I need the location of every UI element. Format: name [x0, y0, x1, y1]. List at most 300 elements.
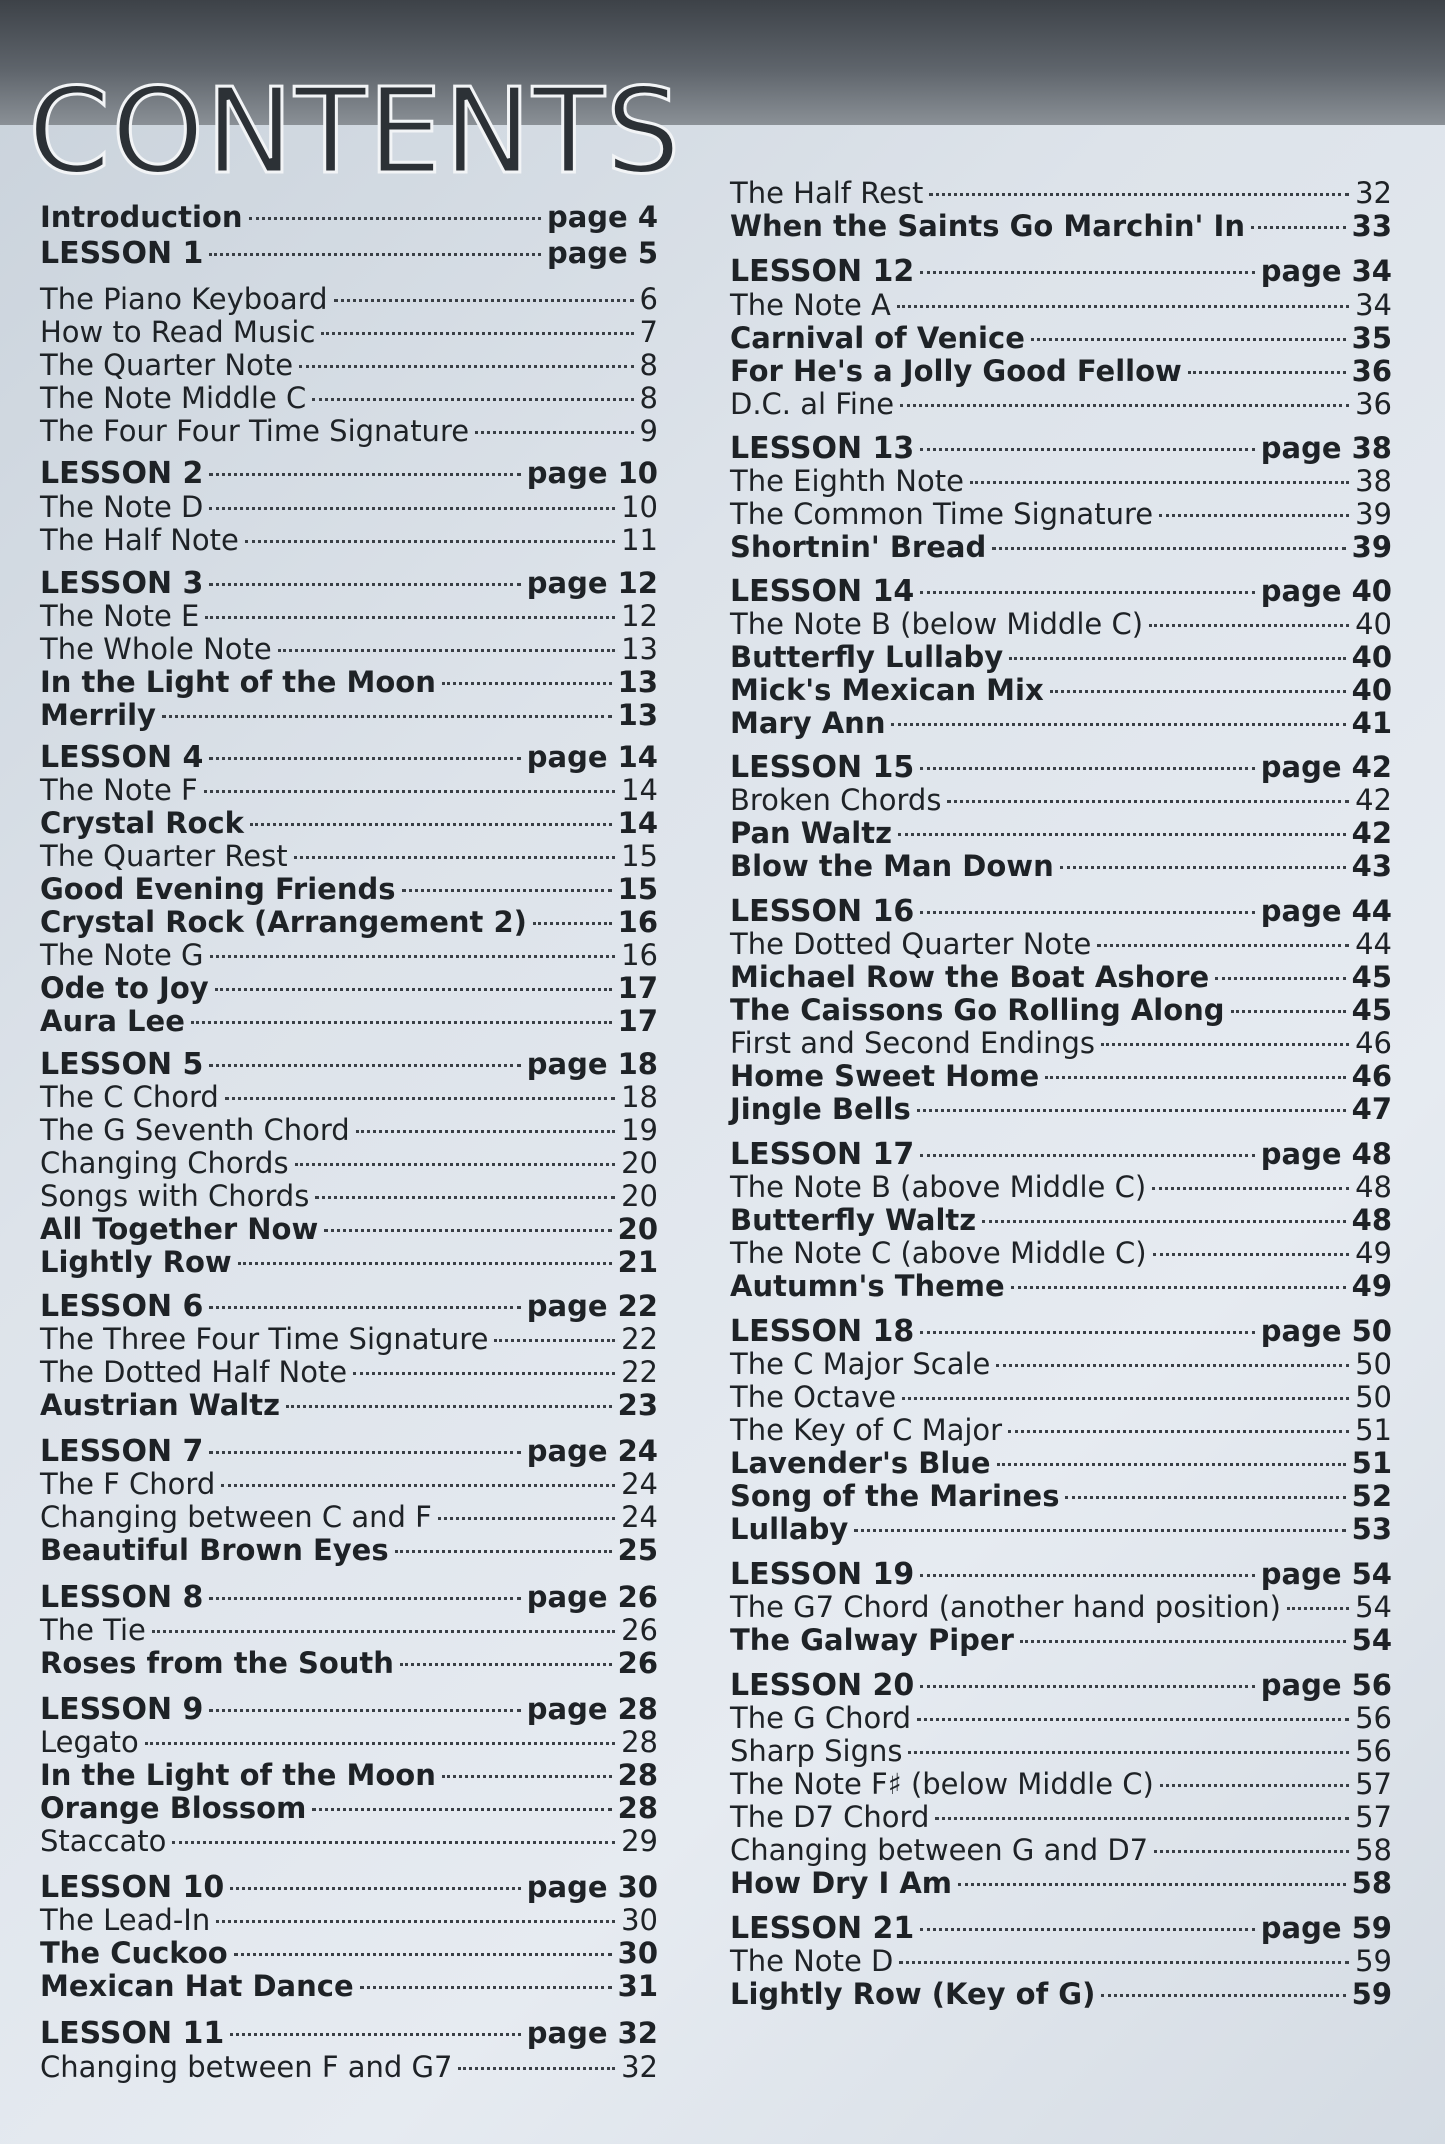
dot-leader — [1160, 1784, 1349, 1787]
entry-title: Sharp Signs — [730, 1734, 903, 1768]
entry-page-number: 18 — [621, 1080, 658, 1114]
lesson-heading — [730, 1314, 1392, 1349]
contents-entry — [40, 1146, 658, 1180]
contents-entry — [730, 354, 1392, 388]
entry-page-number: page 5 — [546, 236, 658, 270]
contents-entry — [40, 938, 658, 972]
entry-page-number: 12 — [621, 599, 658, 633]
entry-page-number: 39 — [1355, 497, 1392, 531]
dot-leader — [1050, 690, 1346, 693]
dot-leader — [209, 507, 615, 510]
dot-leader — [1287, 1607, 1349, 1610]
dot-leader — [442, 1775, 612, 1778]
lesson-heading — [730, 254, 1392, 289]
entry-title: Beautiful Brown Eyes — [40, 1533, 389, 1567]
dot-leader — [442, 682, 612, 685]
entry-page-number: 23 — [617, 1388, 658, 1422]
entry-page-number: 58 — [1351, 1866, 1392, 1900]
entry-title: The G Chord — [730, 1701, 912, 1735]
entry-page-number: 17 — [617, 1004, 658, 1038]
dot-leader — [209, 757, 520, 760]
dot-leader — [1101, 1994, 1345, 1997]
dot-leader — [920, 271, 1255, 274]
contents-entry — [40, 1322, 658, 1356]
entry-title: Broken Chords — [730, 783, 942, 817]
dot-leader — [917, 1109, 1346, 1112]
contents-entry — [730, 849, 1392, 883]
contents-entry — [730, 1269, 1392, 1303]
contents-entry — [730, 1059, 1392, 1093]
entry-title: LESSON 7 — [40, 1434, 204, 1469]
entry-page-number: 22 — [621, 1322, 658, 1356]
contents-entry — [730, 1734, 1392, 1768]
entry-page-number: 21 — [617, 1245, 658, 1279]
dot-leader — [917, 1718, 1349, 1721]
dot-leader — [312, 398, 633, 401]
dot-leader — [230, 1887, 521, 1890]
lesson-heading — [40, 1870, 658, 1905]
entry-title: Good Evening Friends — [40, 872, 396, 906]
entry-page-number: 57 — [1355, 1800, 1392, 1834]
entry-page-number: 7 — [639, 315, 658, 349]
dot-leader — [209, 1306, 520, 1309]
dot-leader — [920, 1331, 1255, 1334]
dot-leader — [920, 911, 1255, 914]
contents-entry — [40, 1758, 658, 1792]
entry-page-number: 32 — [621, 2050, 658, 2084]
dot-leader — [996, 1364, 1349, 1367]
dot-leader — [1231, 1010, 1346, 1013]
contents-entry — [40, 599, 658, 633]
entry-page-number: 6 — [639, 282, 658, 316]
entry-page-number: page 18 — [526, 1047, 658, 1081]
entry-page-number: 20 — [617, 1212, 658, 1246]
dot-leader — [899, 1961, 1349, 1964]
entry-title: LESSON 2 — [40, 456, 204, 491]
lesson-heading — [730, 1668, 1392, 1703]
entry-title: The Common Time Signature — [730, 497, 1154, 531]
entry-page-number: page 40 — [1260, 574, 1392, 608]
dot-leader — [299, 365, 633, 368]
entry-page-number: page 48 — [1260, 1137, 1392, 1171]
contents-entry — [730, 1767, 1392, 1801]
lesson-heading — [40, 1580, 658, 1615]
entry-page-number: 59 — [1355, 1944, 1392, 1978]
dot-leader — [249, 217, 541, 220]
entry-title: How to Read Music — [40, 315, 316, 349]
lesson-heading — [730, 750, 1392, 785]
contents-entry — [730, 706, 1392, 740]
entry-page-number: 11 — [621, 523, 658, 557]
contents-entry — [40, 872, 658, 906]
entry-page-number: 43 — [1351, 849, 1392, 883]
contents-entry — [40, 905, 658, 939]
entry-title: D.C. al Fine — [730, 387, 895, 421]
entry-page-number: 17 — [617, 971, 658, 1005]
entry-page-number: 32 — [1355, 176, 1392, 210]
dot-leader — [238, 1262, 612, 1265]
entry-page-number: 50 — [1355, 1380, 1392, 1414]
contents-entry — [730, 1701, 1392, 1735]
entry-page-number: 28 — [617, 1758, 658, 1792]
entry-page-number: 13 — [617, 665, 658, 699]
dot-leader — [891, 723, 1345, 726]
entry-title: In the Light of the Moon — [40, 1758, 436, 1792]
entry-title: The Note D — [730, 1944, 894, 1978]
dot-leader — [215, 988, 612, 991]
lesson-heading — [40, 566, 658, 601]
dot-leader — [356, 1130, 615, 1133]
dot-leader — [929, 193, 1349, 196]
entry-title: First and Second Endings — [730, 1026, 1096, 1060]
entry-title: All Together Now — [40, 1212, 319, 1246]
entry-title: Austrian Waltz — [40, 1388, 280, 1422]
contents-entry — [40, 1791, 658, 1825]
entry-title: Changing Chords — [40, 1146, 289, 1180]
contents-entry — [40, 1903, 658, 1937]
entry-page-number: 41 — [1351, 706, 1392, 740]
dot-leader — [1188, 371, 1346, 374]
entry-page-number: 38 — [1355, 464, 1392, 498]
lesson-heading — [40, 1692, 658, 1727]
contents-entry — [40, 665, 658, 699]
dot-leader — [334, 299, 634, 302]
entry-title: LESSON 21 — [730, 1911, 915, 1946]
dot-leader — [920, 767, 1255, 770]
contents-entry — [40, 1936, 658, 1970]
contents-entry — [40, 523, 658, 557]
entry-page-number: 40 — [1351, 673, 1392, 707]
contents-entry — [730, 1944, 1392, 1978]
entry-title: The Three Four Time Signature — [40, 1322, 489, 1356]
entry-title: Lightly Row — [40, 1245, 232, 1279]
entry-page-number: page 38 — [1260, 431, 1392, 465]
contents-entry — [730, 288, 1392, 322]
dot-leader — [902, 1397, 1349, 1400]
entry-page-number: page 14 — [526, 740, 658, 774]
entry-page-number: 56 — [1355, 1734, 1392, 1768]
entry-title: The D7 Chord — [730, 1800, 930, 1834]
entry-page-number: 40 — [1351, 640, 1392, 674]
dot-leader — [1097, 944, 1349, 947]
entry-title: The Note B (below Middle C) — [730, 607, 1144, 641]
entry-page-number: 54 — [1351, 1623, 1392, 1657]
dot-leader — [997, 1463, 1346, 1466]
dot-leader — [982, 1220, 1345, 1223]
entry-title: In the Light of the Moon — [40, 665, 436, 699]
entry-title: LESSON 16 — [730, 894, 915, 929]
dot-leader — [402, 889, 612, 892]
dot-leader — [898, 833, 1346, 836]
dot-leader — [992, 547, 1345, 550]
entry-page-number: 10 — [621, 490, 658, 524]
dot-leader — [920, 1685, 1255, 1688]
contents-entry — [730, 1590, 1392, 1624]
entry-page-number: 40 — [1355, 607, 1392, 641]
entry-page-number: page 22 — [526, 1289, 658, 1323]
entry-title: The F Chord — [40, 1467, 216, 1501]
entry-page-number: 49 — [1351, 1269, 1392, 1303]
contents-entry — [730, 464, 1392, 498]
entry-title: The Eighth Note — [730, 464, 964, 498]
entry-title: The Note C (above Middle C) — [730, 1236, 1147, 1270]
dot-leader — [438, 1517, 615, 1520]
lesson-heading — [40, 236, 658, 271]
entry-title: The Note G — [40, 938, 204, 972]
contents-entry — [40, 200, 658, 234]
entry-title: LESSON 15 — [730, 750, 915, 785]
entry-title: LESSON 14 — [730, 574, 915, 609]
entry-page-number: 29 — [621, 1824, 658, 1858]
dot-leader — [494, 1339, 615, 1342]
entry-page-number: page 30 — [526, 1870, 658, 1904]
entry-page-number: page 54 — [1260, 1557, 1392, 1591]
entry-title: LESSON 5 — [40, 1047, 204, 1082]
entry-page-number: 48 — [1355, 1170, 1392, 1204]
entry-page-number: 25 — [617, 1533, 658, 1567]
contents-entry — [730, 673, 1392, 707]
lesson-heading — [730, 431, 1392, 466]
entry-page-number: page 50 — [1260, 1314, 1392, 1348]
entry-title: The Galway Piper — [730, 1623, 1014, 1657]
entry-page-number: 22 — [621, 1355, 658, 1389]
entry-page-number: 16 — [617, 905, 658, 939]
contents-entry — [730, 1236, 1392, 1270]
entry-title: The Whole Note — [40, 632, 272, 666]
entry-title: Roses from the South — [40, 1646, 394, 1680]
contents-entry — [40, 1613, 658, 1647]
dot-leader — [970, 481, 1349, 484]
contents-entry — [40, 315, 658, 349]
entry-page-number: 46 — [1355, 1026, 1392, 1060]
entry-page-number: 13 — [621, 632, 658, 666]
entry-page-number: 54 — [1355, 1590, 1392, 1624]
entry-page-number: 30 — [617, 1936, 658, 1970]
entry-page-number: 28 — [617, 1791, 658, 1825]
contents-entry — [730, 1866, 1392, 1900]
entry-title: The Half Note — [40, 523, 239, 557]
contents-entry — [40, 1646, 658, 1680]
dot-leader — [360, 1986, 612, 1989]
contents-entry — [730, 1977, 1392, 2011]
dot-leader — [312, 1808, 611, 1811]
entry-page-number: 39 — [1351, 530, 1392, 564]
contents-entry — [40, 282, 658, 316]
dot-leader — [1020, 1640, 1346, 1643]
dot-leader — [204, 790, 615, 793]
dot-leader — [920, 1154, 1255, 1157]
dot-leader — [209, 1709, 520, 1712]
contents-entry — [730, 1512, 1392, 1546]
entry-title: The Lead-In — [40, 1903, 211, 1937]
entry-page-number: 53 — [1351, 1512, 1392, 1546]
lesson-heading — [40, 1289, 658, 1324]
entry-title: LESSON 13 — [730, 431, 915, 466]
entry-title: The Piano Keyboard — [40, 282, 328, 316]
dot-leader — [1149, 624, 1349, 627]
entry-title: LESSON 18 — [730, 1314, 915, 1349]
contents-entry — [40, 490, 658, 524]
entry-title: The G Seventh Chord — [40, 1113, 350, 1147]
dot-leader — [395, 1550, 612, 1553]
entry-page-number: 45 — [1351, 993, 1392, 1027]
contents-entry — [40, 698, 658, 732]
dot-leader — [209, 253, 541, 256]
entry-title: The Tie — [40, 1613, 146, 1647]
entry-page-number: 15 — [617, 872, 658, 906]
contents-entry — [730, 607, 1392, 641]
entry-page-number: page 28 — [526, 1692, 658, 1726]
dot-leader — [1060, 866, 1346, 869]
entry-title: Ode to Joy — [40, 971, 209, 1005]
dot-leader — [278, 649, 615, 652]
entry-title: For He's a Jolly Good Fellow — [730, 354, 1182, 388]
contents-entry — [40, 1004, 658, 1038]
page-title: CONTENTS — [28, 62, 682, 200]
dot-leader — [1154, 1850, 1349, 1853]
lesson-heading — [40, 1434, 658, 1469]
contents-entry — [40, 1113, 658, 1147]
dot-leader — [1251, 226, 1346, 229]
entry-page-number: page 26 — [526, 1580, 658, 1614]
entry-title: LESSON 8 — [40, 1580, 204, 1615]
dot-leader — [475, 431, 633, 434]
contents-entry — [730, 783, 1392, 817]
entry-title: Legato — [40, 1725, 139, 1759]
entry-page-number: 42 — [1351, 816, 1392, 850]
entry-page-number: 24 — [621, 1500, 658, 1534]
entry-page-number: page 59 — [1260, 1911, 1392, 1945]
entry-title: The Note E — [40, 599, 200, 633]
contents-entry — [730, 1026, 1392, 1060]
entry-page-number: 20 — [621, 1179, 658, 1213]
contents-entry — [730, 816, 1392, 850]
entry-page-number: page 32 — [526, 2016, 658, 2050]
dot-leader — [533, 922, 612, 925]
dot-leader — [1011, 1286, 1346, 1289]
entry-page-number: 36 — [1351, 354, 1392, 388]
entry-page-number: 52 — [1351, 1479, 1392, 1513]
lesson-heading — [40, 456, 658, 491]
dot-leader — [920, 448, 1255, 451]
contents-entry — [730, 927, 1392, 961]
contents-entry — [730, 1170, 1392, 1204]
entry-page-number: page 4 — [546, 200, 658, 234]
dot-leader — [1159, 514, 1349, 517]
dot-leader — [1009, 657, 1345, 660]
contents-entry — [730, 640, 1392, 674]
entry-page-number: page 44 — [1260, 894, 1392, 928]
entry-title: Lullaby — [730, 1512, 849, 1546]
contents-entry — [730, 1800, 1392, 1834]
entry-page-number: 45 — [1351, 960, 1392, 994]
contents-entry — [40, 1245, 658, 1279]
entry-title: Crystal Rock (Arrangement 2) — [40, 905, 527, 939]
entry-title: LESSON 17 — [730, 1137, 915, 1172]
entry-title: Blow the Man Down — [730, 849, 1054, 883]
dot-leader — [947, 800, 1349, 803]
dot-leader — [209, 583, 520, 586]
entry-page-number: page 10 — [526, 456, 658, 490]
entry-title: The G7 Chord (another hand position) — [730, 1590, 1281, 1624]
contents-entry — [730, 497, 1392, 531]
entry-title: Autumn's Theme — [730, 1269, 1005, 1303]
entry-title: The Quarter Rest — [40, 839, 288, 873]
dot-leader — [854, 1529, 1345, 1532]
lesson-heading — [730, 1911, 1392, 1946]
dot-leader — [458, 2067, 615, 2070]
dot-leader — [209, 473, 520, 476]
contents-entry — [730, 960, 1392, 994]
entry-page-number: 26 — [617, 1646, 658, 1680]
dot-leader — [1153, 1253, 1350, 1256]
entry-title: The Note A — [730, 288, 891, 322]
contents-entry — [40, 1725, 658, 1759]
entry-page-number: 24 — [621, 1467, 658, 1501]
lesson-heading — [40, 2016, 658, 2051]
entry-title: LESSON 12 — [730, 254, 915, 289]
entry-title: The Note B (above Middle C) — [730, 1170, 1147, 1204]
dot-leader — [295, 1163, 616, 1166]
contents-entry — [730, 1413, 1392, 1447]
dot-leader — [205, 616, 615, 619]
entry-title: Lavender's Blue — [730, 1446, 991, 1480]
entry-title: Aura Lee — [40, 1004, 185, 1038]
entry-page-number: 35 — [1351, 321, 1392, 355]
entry-page-number: 8 — [639, 348, 658, 382]
entry-page-number: page 12 — [526, 566, 658, 600]
entry-page-number: 59 — [1351, 1977, 1392, 2011]
entry-title: Songs with Chords — [40, 1179, 310, 1213]
dot-leader — [1031, 338, 1346, 341]
entry-page-number: 46 — [1351, 1059, 1392, 1093]
entry-title: LESSON 6 — [40, 1289, 204, 1324]
entry-page-number: 31 — [617, 1969, 658, 2003]
contents-entry — [40, 1500, 658, 1534]
entry-title: Shortnin' Bread — [730, 530, 987, 564]
dot-leader — [321, 332, 633, 335]
dot-leader — [162, 715, 612, 718]
dot-leader — [245, 540, 615, 543]
contents-entry — [730, 1380, 1392, 1414]
contents-entry — [730, 176, 1392, 210]
entry-title: The Caissons Go Rolling Along — [730, 993, 1225, 1027]
dot-leader — [216, 1920, 615, 1923]
dot-leader — [920, 1574, 1255, 1577]
dot-leader — [234, 1953, 612, 1956]
dot-leader — [324, 1229, 611, 1232]
contents-entry — [730, 1446, 1392, 1480]
contents-entry — [40, 806, 658, 840]
entry-page-number: 15 — [621, 839, 658, 873]
contents-entry — [40, 773, 658, 807]
entry-title: LESSON 20 — [730, 1668, 915, 1703]
entry-title: Pan Waltz — [730, 816, 892, 850]
contents-entry — [40, 1388, 658, 1422]
entry-title: The Four Four Time Signature — [40, 414, 470, 448]
entry-title: Merrily — [40, 698, 156, 732]
entry-title: The Octave — [730, 1380, 897, 1414]
entry-page-number: 20 — [621, 1146, 658, 1180]
entry-title: Carnival of Venice — [730, 321, 1025, 355]
entry-page-number: page 42 — [1260, 750, 1392, 784]
entry-title: LESSON 3 — [40, 566, 204, 601]
entry-title: Mick's Mexican Mix — [730, 673, 1044, 707]
entry-title: The Cuckoo — [40, 1936, 228, 1970]
lesson-heading — [730, 1137, 1392, 1172]
entry-title: The Key of C Major — [730, 1413, 1003, 1447]
dot-leader — [294, 856, 616, 859]
